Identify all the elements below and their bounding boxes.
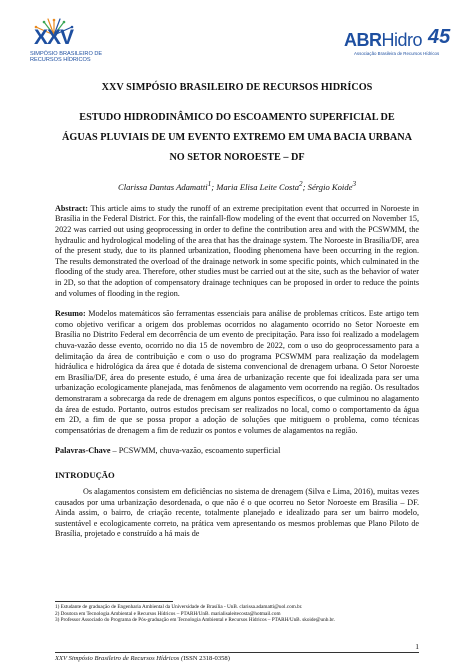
author-list: Clarissa Dantas Adamatti$^1$; Maria Elisa Leite Costa$^2$; Sérgio Koide$^3$ bbox=[117, 180, 357, 192]
author-2: Maria Elisa Leite Costa bbox=[216, 181, 300, 192]
paper-title: ESTUDO HIDRODINÂMICO DO ESCOAMENTO SUPERFICIAL DE ÁGUAS PLUVIAIS DE UM EVENTO EXTREMO EM UMA BACIA URBANA NO SETOR NOROESTE – DF bbox=[62, 112, 412, 163]
abstract: Abstract: This article aims to study the runoff of an extreme precipitation event that occurred in Noroeste in Brasília in the Federal District. For this, the rainfall-flow modeling of the event that occurred on November 15, 2022 was carried out using geoprocessing in order to define the contribution area and with the PCSWMM, the hydraulic and hydrological modeling of the area that has the drainage system. The Noroeste in Brasília/DF, area of the present study, due to its planned urbanization, flooding phenomena have been occurring in the region. The results demonstrated the overload of the drainage network in some specific points, which culminated in the flooding of the study area. Therefore, other studies must be carried out at the site, such as the behavior of water in 2D, so that the adoption of compensatory drainage techniques can be proposed in order to reduce the points and volumes of flooding in the region. bbox=[55, 203, 419, 298]
footnotes bbox=[55, 604, 419, 624]
introduction-paragraph: Os alagamentos consistem em deficiências no sistema de drenagem (Silva e Lima, 2016), muitas vezes causados por uma urbanização desordenada, o que não é o que ocorreu no Setor Noroeste em Brasília – DF. Ainda assim, o bairro, de criação recente, totalmente planejado e idealizado para ser um bairro modelo, sustentável e ecologicamente correto, na prática vem apresentando os mesmos problemas que Plano Piloto de Brasília, projetado e construído a há mais de bbox=[55, 486, 419, 539]
abrhidro-tagline: Associação Brasileira de Recursos Hídricos bbox=[354, 51, 440, 56]
simposio-logo bbox=[22, 18, 132, 68]
page-footer: XXV Simpósio Brasileiro de Recursos Hídricos (ISSN 2318-0358) bbox=[55, 655, 230, 662]
logo-subtitle: SIMPÓSIO BRASILEIRO DE RECURSOS HÍDRICOS bbox=[30, 51, 103, 64]
footnote: 2) Doutora em Tecnologia Ambiental e Recursos Hídricos – PTARH/UnB. marialisaleitecosta@hotmail.com bbox=[55, 610, 281, 617]
abrhidro-logo bbox=[344, 26, 451, 64]
resumo: Resumo: Modelos matemáticos são ferramentas essenciais para análise de problemas críticos. Este artigo tem como objetivo verificar a origem dos problemas ocorridos no alagamento ocorrido no Setor Noroeste em Brasília no Distrito Federal em decorrência de um evento de precipitação. Para isso foi realizado a modelagem chuva-vazão desse evento, ocorrido no dia 15 de novembro de 2022, com o uso do geoprocessamento para a delimitação da área de contribuição e com o uso do programa PCSWMM para realização da modelagem hidráulica e hidrológica da área que é dotada de sistema convencional de drenagem urbana. O Setor Noroeste em Brasília/DF, área do presente estudo, é uma área de urbanização recente que foi idealizada para ser uma urbanização ecologicamente planejada, mas fenômenos de alagamento vem ocorrendo na região. Os resultados demonstraram a sobrecarga da rede de drenagem em alguns pontos específicos, o que culminou no alagamento da área de estudo. Portanto, outros estudos precisam ser realizados no local, como o comportamento da água em 2D, a fim de que se possa propor a adoção de soluções que mitiguem o problema, como técnicas compensatórias de drenagem a fim de reduzir os pontos e volumes de alagamentos na região. bbox=[55, 309, 419, 435]
abrhidro-name: ABRHidro bbox=[344, 30, 423, 50]
footer-divider bbox=[55, 652, 419, 653]
conference-title: XXV SIMPÓSIO BRASILEIRO DE RECURSOS HIDRÍCOS bbox=[101, 82, 373, 93]
footnote: 1) Estudante de graduação de Engenharia Ambiental da Universidade de Brasília - UnB. clarissa.adamatti@uol.com.br. bbox=[55, 604, 303, 610]
keywords: Palavras-Chave – PCSWMM, chuva-vazão, escoamento superficial bbox=[55, 446, 281, 456]
introduction-heading: INTRODUÇÃO bbox=[55, 469, 115, 480]
footnote: 3) Professor Associado do Programa de Pós-graduação em Tecnologia Ambiental e Recursos Hídricos – PTARH/UnB. skoide@unb.br. bbox=[55, 617, 335, 624]
page-number: 1 bbox=[415, 642, 419, 651]
page-header bbox=[0, 0, 474, 70]
abrhidro-anniversary: 45 bbox=[428, 26, 451, 48]
page-content bbox=[55, 78, 419, 540]
author-3: Sérgio Koide bbox=[307, 181, 353, 192]
logo-mark: XXV bbox=[34, 26, 74, 49]
introduction-section bbox=[55, 470, 419, 540]
author-1: Clarissa Dantas Adamatti bbox=[117, 181, 208, 192]
footnote-divider bbox=[55, 601, 173, 602]
